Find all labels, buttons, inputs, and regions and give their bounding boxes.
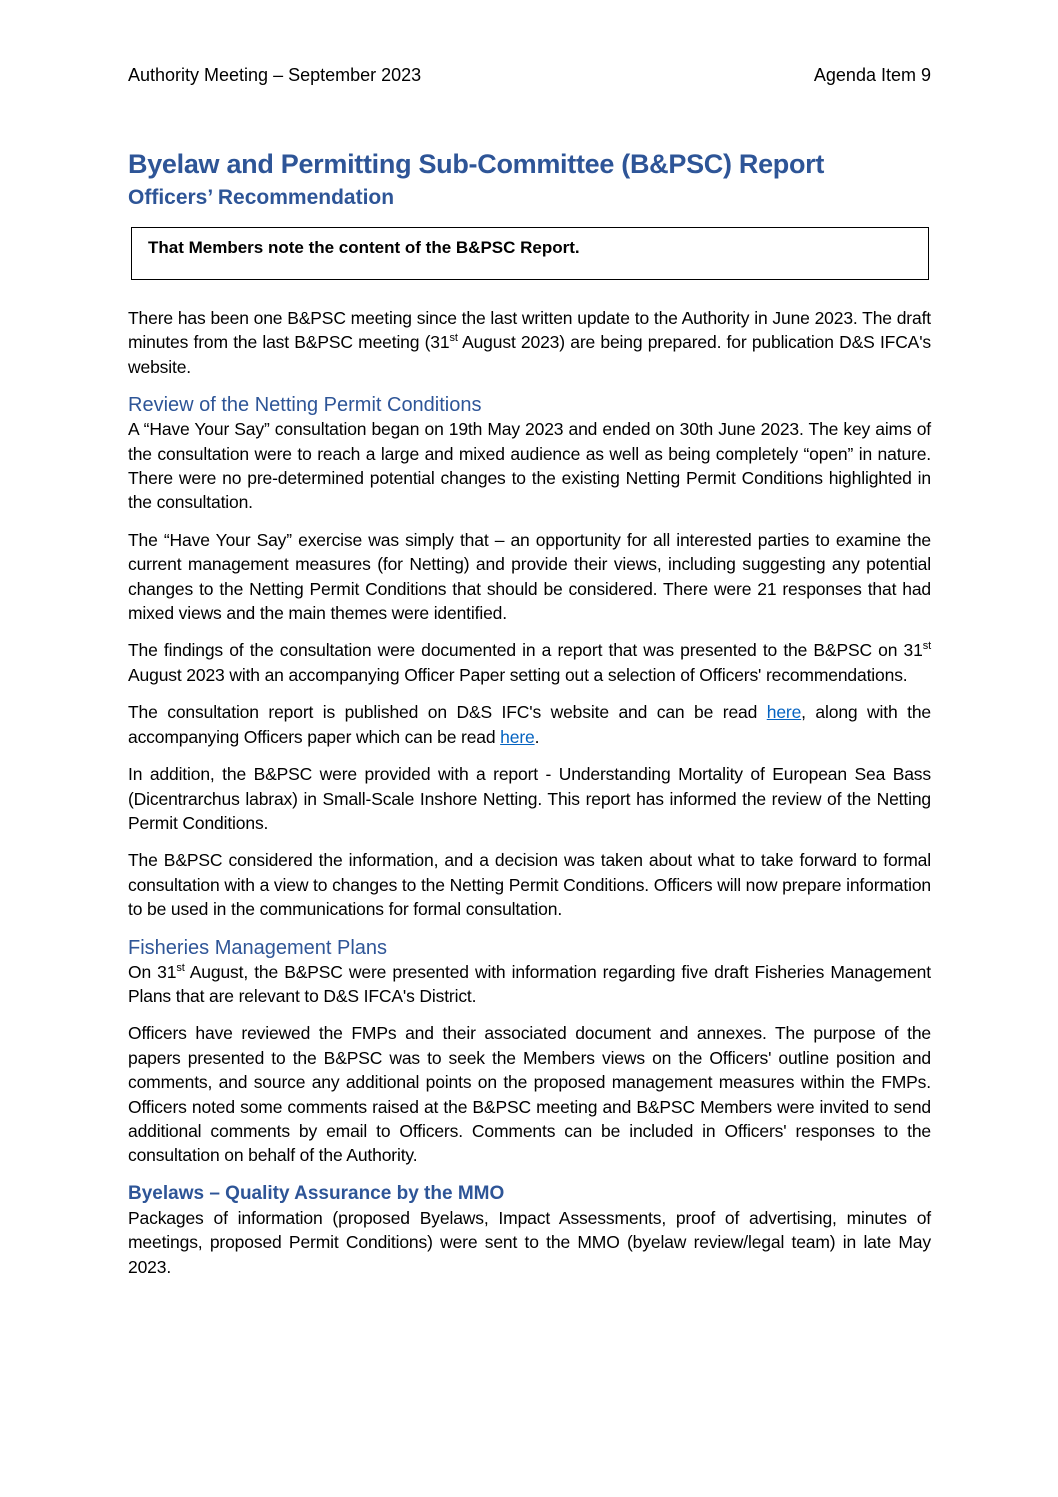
netting-heading: Review of the Netting Permit Conditions	[128, 394, 482, 417]
intro-text-b: August 2023) are being prepared. for publication D&S IFCA's website.	[128, 332, 931, 377]
fmp-heading: Fisheries Management Plans	[128, 936, 388, 959]
fmp-paragraph-1	[128, 960, 931, 1009]
header-agenda-item: Agenda Item 9	[813, 65, 931, 85]
report-title: Byelaw and Permitting Sub-Committee (B&PSC) Report	[128, 149, 825, 179]
netting-p3-text-a: The findings of the consultation were documented in a report that was presented to the B&PSC on 31	[128, 640, 923, 661]
fmp-p1-text-b: August, the B&PSC were presented with information regarding five draft Fisheries Management Plans that are relevant to D&S IFCA's District.	[128, 961, 931, 1006]
recommendation-text: That Members note the content of the B&PSC Report.	[148, 238, 580, 257]
netting-p3-text-b: August 2023 with an accompanying Officer Paper setting out a selection of Officers' recommendations.	[128, 664, 908, 685]
netting-p3-sup: st	[922, 640, 931, 653]
netting-paragraph-2: The “Have Your Say” exercise was simply that – an opportunity for all interested parties to examine the current management measures (for Netting) and provide their views, including suggesting any potential changes to the Netting Permit Conditions that should be considered. There were 21 responses that had mixed views and the main themes were identified.	[128, 529, 931, 624]
netting-paragraph-6: The B&PSC considered the information, and a decision was taken about what to take forward to formal consultation with a view to changes to the Netting Permit Conditions. Officers will now prepare information to be used in the communications for formal consultation.	[128, 850, 931, 920]
page-content	[128, 62, 931, 1277]
byelaws-paragraph-1: Packages of information (proposed Byelaws, Impact Assessments, proof of advertising, minutes of meetings, proposed Permit Conditions) were sent to the MMO (byelaw review/legal team) in late May 2023.	[128, 1207, 931, 1277]
page-header	[128, 62, 931, 88]
intro-text-a: There has been one B&PSC meeting since the last written update to the Authority in June 2023. The draft minutes from the last B&PSC meeting (31	[128, 308, 931, 353]
fmp-p1-text-a: On 31	[128, 961, 177, 982]
netting-p4-text-a: The consultation report is published on D&S IFC's website and can be read	[128, 702, 767, 723]
intro-paragraph	[128, 306, 931, 379]
consultation-report-link[interactable]: here	[766, 702, 802, 723]
recommendation-box	[131, 227, 929, 280]
officers-paper-link[interactable]: here	[500, 726, 535, 747]
netting-p4-text-c: .	[534, 726, 540, 747]
netting-paragraph-5: In addition, the B&PSC were provided with a report - Understanding Mortality of European Sea Bass (Dicentrarchus labrax) in Small-Scale Inshore Netting. This report has informed the review of the Netting Permit Conditions.	[128, 764, 931, 833]
fmp-p1-sup: st	[176, 961, 185, 974]
report-body	[128, 306, 931, 1292]
intro-sup: st	[449, 332, 458, 345]
netting-paragraph-4	[128, 700, 931, 749]
fmp-paragraph-2: Officers have reviewed the FMPs and their associated document and annexes. The purpose of the papers presented to the B&PSC was to seek the Members views on the Officers' outline position and comments, and source any additional points on the proposed management measures within the FMPs. Officers noted some comments raised at the B&PSC meeting and B&PSC Members were invited to send additional comments by email to Officers. Comments can be included in Officers' responses to the consultation on behalf of the Authority.	[128, 1023, 931, 1166]
recommendation-heading: Officers’ Recommendation	[128, 186, 395, 209]
netting-p4-text-b: , along with the accompanying Officers paper which can be read	[128, 702, 931, 747]
byelaws-heading: Byelaws – Quality Assurance by the MMO	[128, 1182, 505, 1204]
header-meeting: Authority Meeting – September 2023	[128, 65, 422, 85]
netting-paragraph-3	[128, 638, 931, 687]
netting-paragraph-1: A “Have Your Say” consultation began on 19th May 2023 and ended on 30th June 2023. The key aims of the consultation were to reach a large and mixed audience as well as being completely “open” in nature. There were no pre-determined potential changes to the existing Netting Permit Conditions highlighted in the consultation.	[128, 419, 931, 513]
